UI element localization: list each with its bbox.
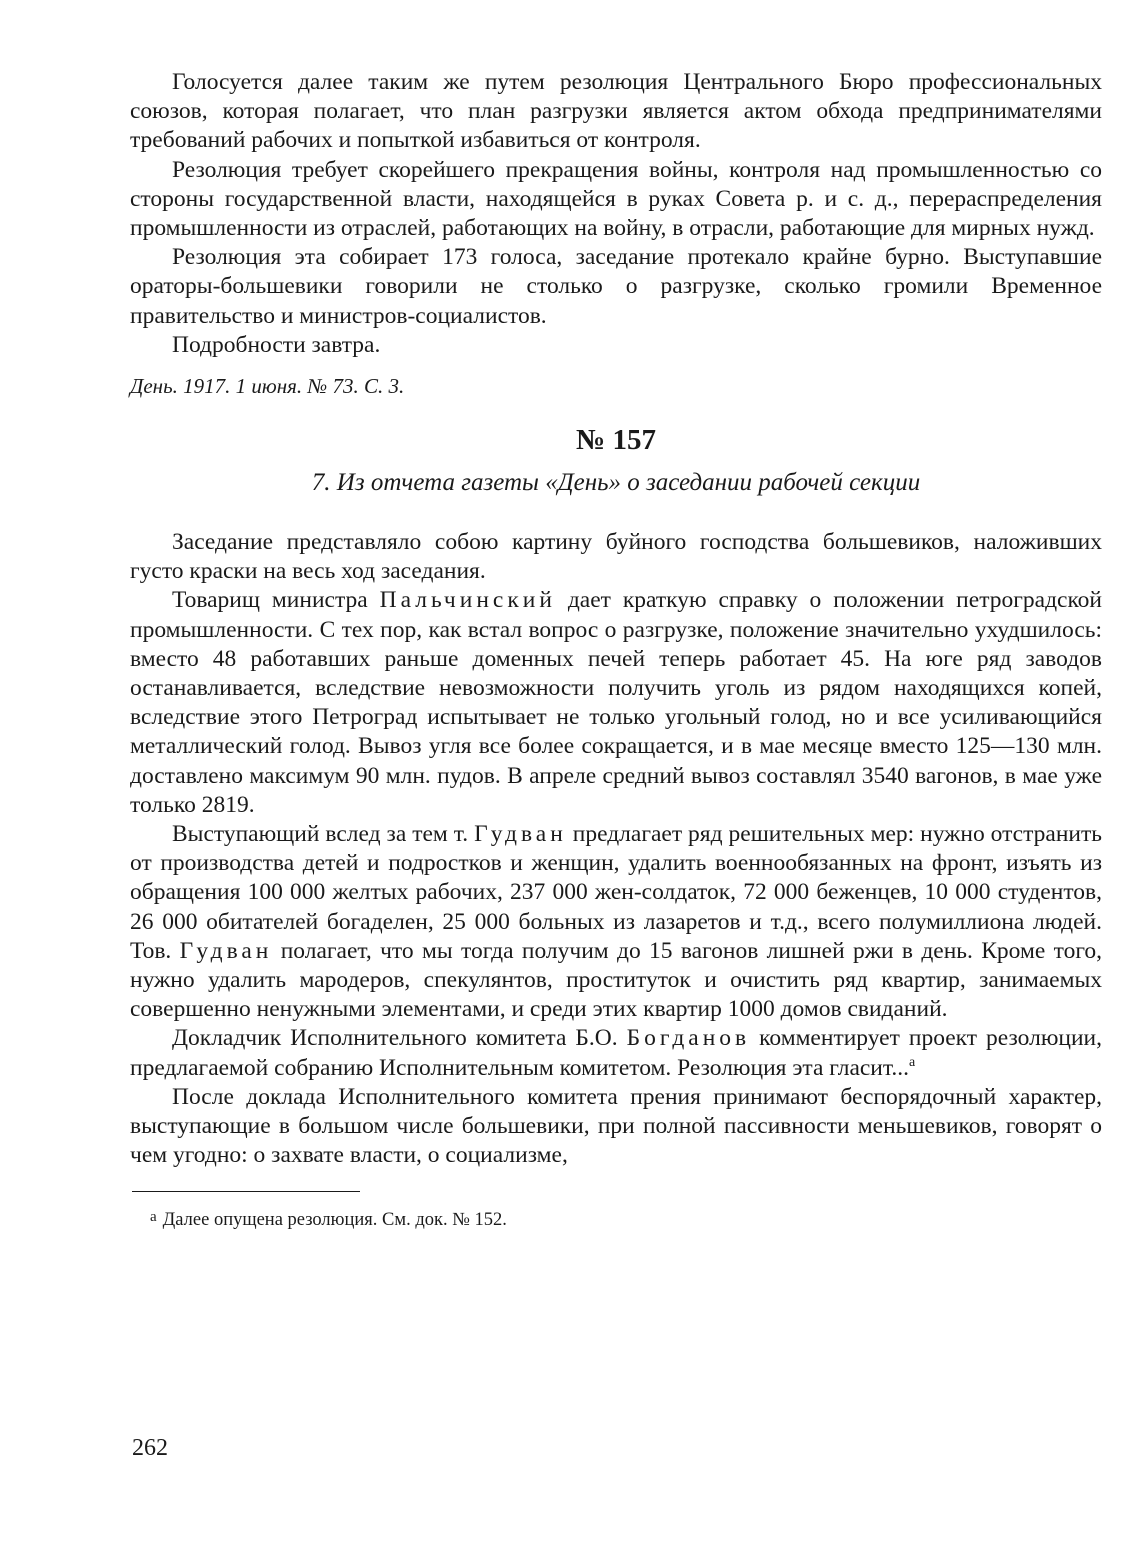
paragraph-resolution-demands: Резолюция требует скорейшего прекращения войны, контроля над промышленностью со стороны государственной власти, находящейся в руках Совета р. и с. д., перераспределения промышленности из отраслей, работающих на войну, в отрасли, работающие для мирных нужд. (130, 156, 1102, 242)
paragraph-gudvan-measures (130, 820, 1102, 1024)
paragraph-vote-result: Резолюция эта собирает 173 голоса, заседание протекало крайне бурно. Выступавшие ораторы-большевики говорили не столько о разгрузке, сколько громили Временное правительство и министров-социалистов. (130, 244, 1102, 329)
speaker-name-gudvan: Гудван (474, 821, 567, 848)
text-segment: Выступающий вслед за тем т. (172, 821, 475, 848)
document-number: № 157 (576, 424, 656, 457)
paragraph-details-tomorrow: Подробности завтра. (172, 331, 381, 358)
footnote-divider (132, 1191, 360, 1192)
paragraph-session-picture: Заседание представляло собою картину буйного господства большевиков, наложивших густо краски на весь ход заседания. (130, 529, 1102, 585)
paragraph-debate: После доклада Исполнительного комитета прения принимают беспорядочный характер, выступающие в большом числе большевики, при полной пассивности меньшевиков, говорят о чем угодно: о захвате власти, о социализме, (130, 1083, 1102, 1169)
text-segment: дает краткую справку о положении петроградской промышленности. С тех пор, как встал вопрос о разгрузке, положение значительно ухудшилось: вместо 48 работавших раньше доменных печей теперь работает 45. На юге ряд заводов останавливается, вследствие невозможности получить уголь из рядом находящихся копей, вследствие этого Петроград испытывает не только угольный голод, но и все усиливающийся металлический голод. Вывоз угля все более сокращается, и в мае месяце вместо 125—130 млн. доставлено максимум 90 млн. пудов. В апреле средний вывоз составлял 3540 вагонов, в мае уже только 2819. (130, 587, 1103, 818)
footnote (130, 1204, 1102, 1233)
text-segment: Докладчик Исполнительного комитета Б.О. (172, 1025, 627, 1052)
paragraph-palchinsky-report (130, 586, 1102, 820)
footnote-text: Далее опущена резолюция. См. док. № 152. (162, 1209, 507, 1230)
footnote-mark: а (150, 1208, 157, 1225)
page-number: 262 (132, 1435, 168, 1461)
footnote-reference: а (909, 1054, 916, 1070)
page-content (130, 68, 1102, 1233)
paragraph-bogdanov-report (130, 1024, 1102, 1082)
speaker-name-gudvan-2: Гудван (179, 937, 273, 964)
source-citation: День. 1917. 1 июня. № 73. С. 3. (130, 374, 405, 399)
document-title: 7. Из отчета газеты «День» о заседании рабочей секции (311, 469, 921, 497)
speaker-name-palchinsky: Пальчинский (379, 587, 556, 614)
paragraph-central-bureau-resolution: Голосуется далее таким же путем резолюция Центрального Бюро профессиональных союзов, которая полагает, что план разгрузки является актом обхода предпринимателями требований рабочих и попыткой избавиться от контроля. (130, 69, 1102, 154)
text-segment: полагает, что мы тогда получим до 15 вагонов лишней ржи в день. Кроме того, нужно удалить мародеров, спекулянтов, проституток и очистить ряд квартир, занимаемых совершенно ненужными элементами, и среди этих квартир 1000 домов свиданий. (130, 937, 1102, 1023)
text-segment: предлагает ряд решительных мер: нужно отстранить от производства детей и подростков и женщин, удалить военнообязанных на фронт, изъять из обращения 100 000 желтых рабочих, 237 000 жен-солдаток, 72 000 беженцев, 10 000 студентов, 26 000 обитателей богаделен, 25 000 больных из лазаретов и т.д., всего полумиллиона людей. Тов. (130, 821, 1102, 964)
text-segment: комментирует проект резолюции, предлагаемой собранию Исполнительным комитетом. Резолюция эта гласит... (130, 1025, 1103, 1081)
text-segment: Товарищ министра (172, 587, 380, 614)
speaker-name-bogdanov: Богданов (626, 1025, 751, 1052)
